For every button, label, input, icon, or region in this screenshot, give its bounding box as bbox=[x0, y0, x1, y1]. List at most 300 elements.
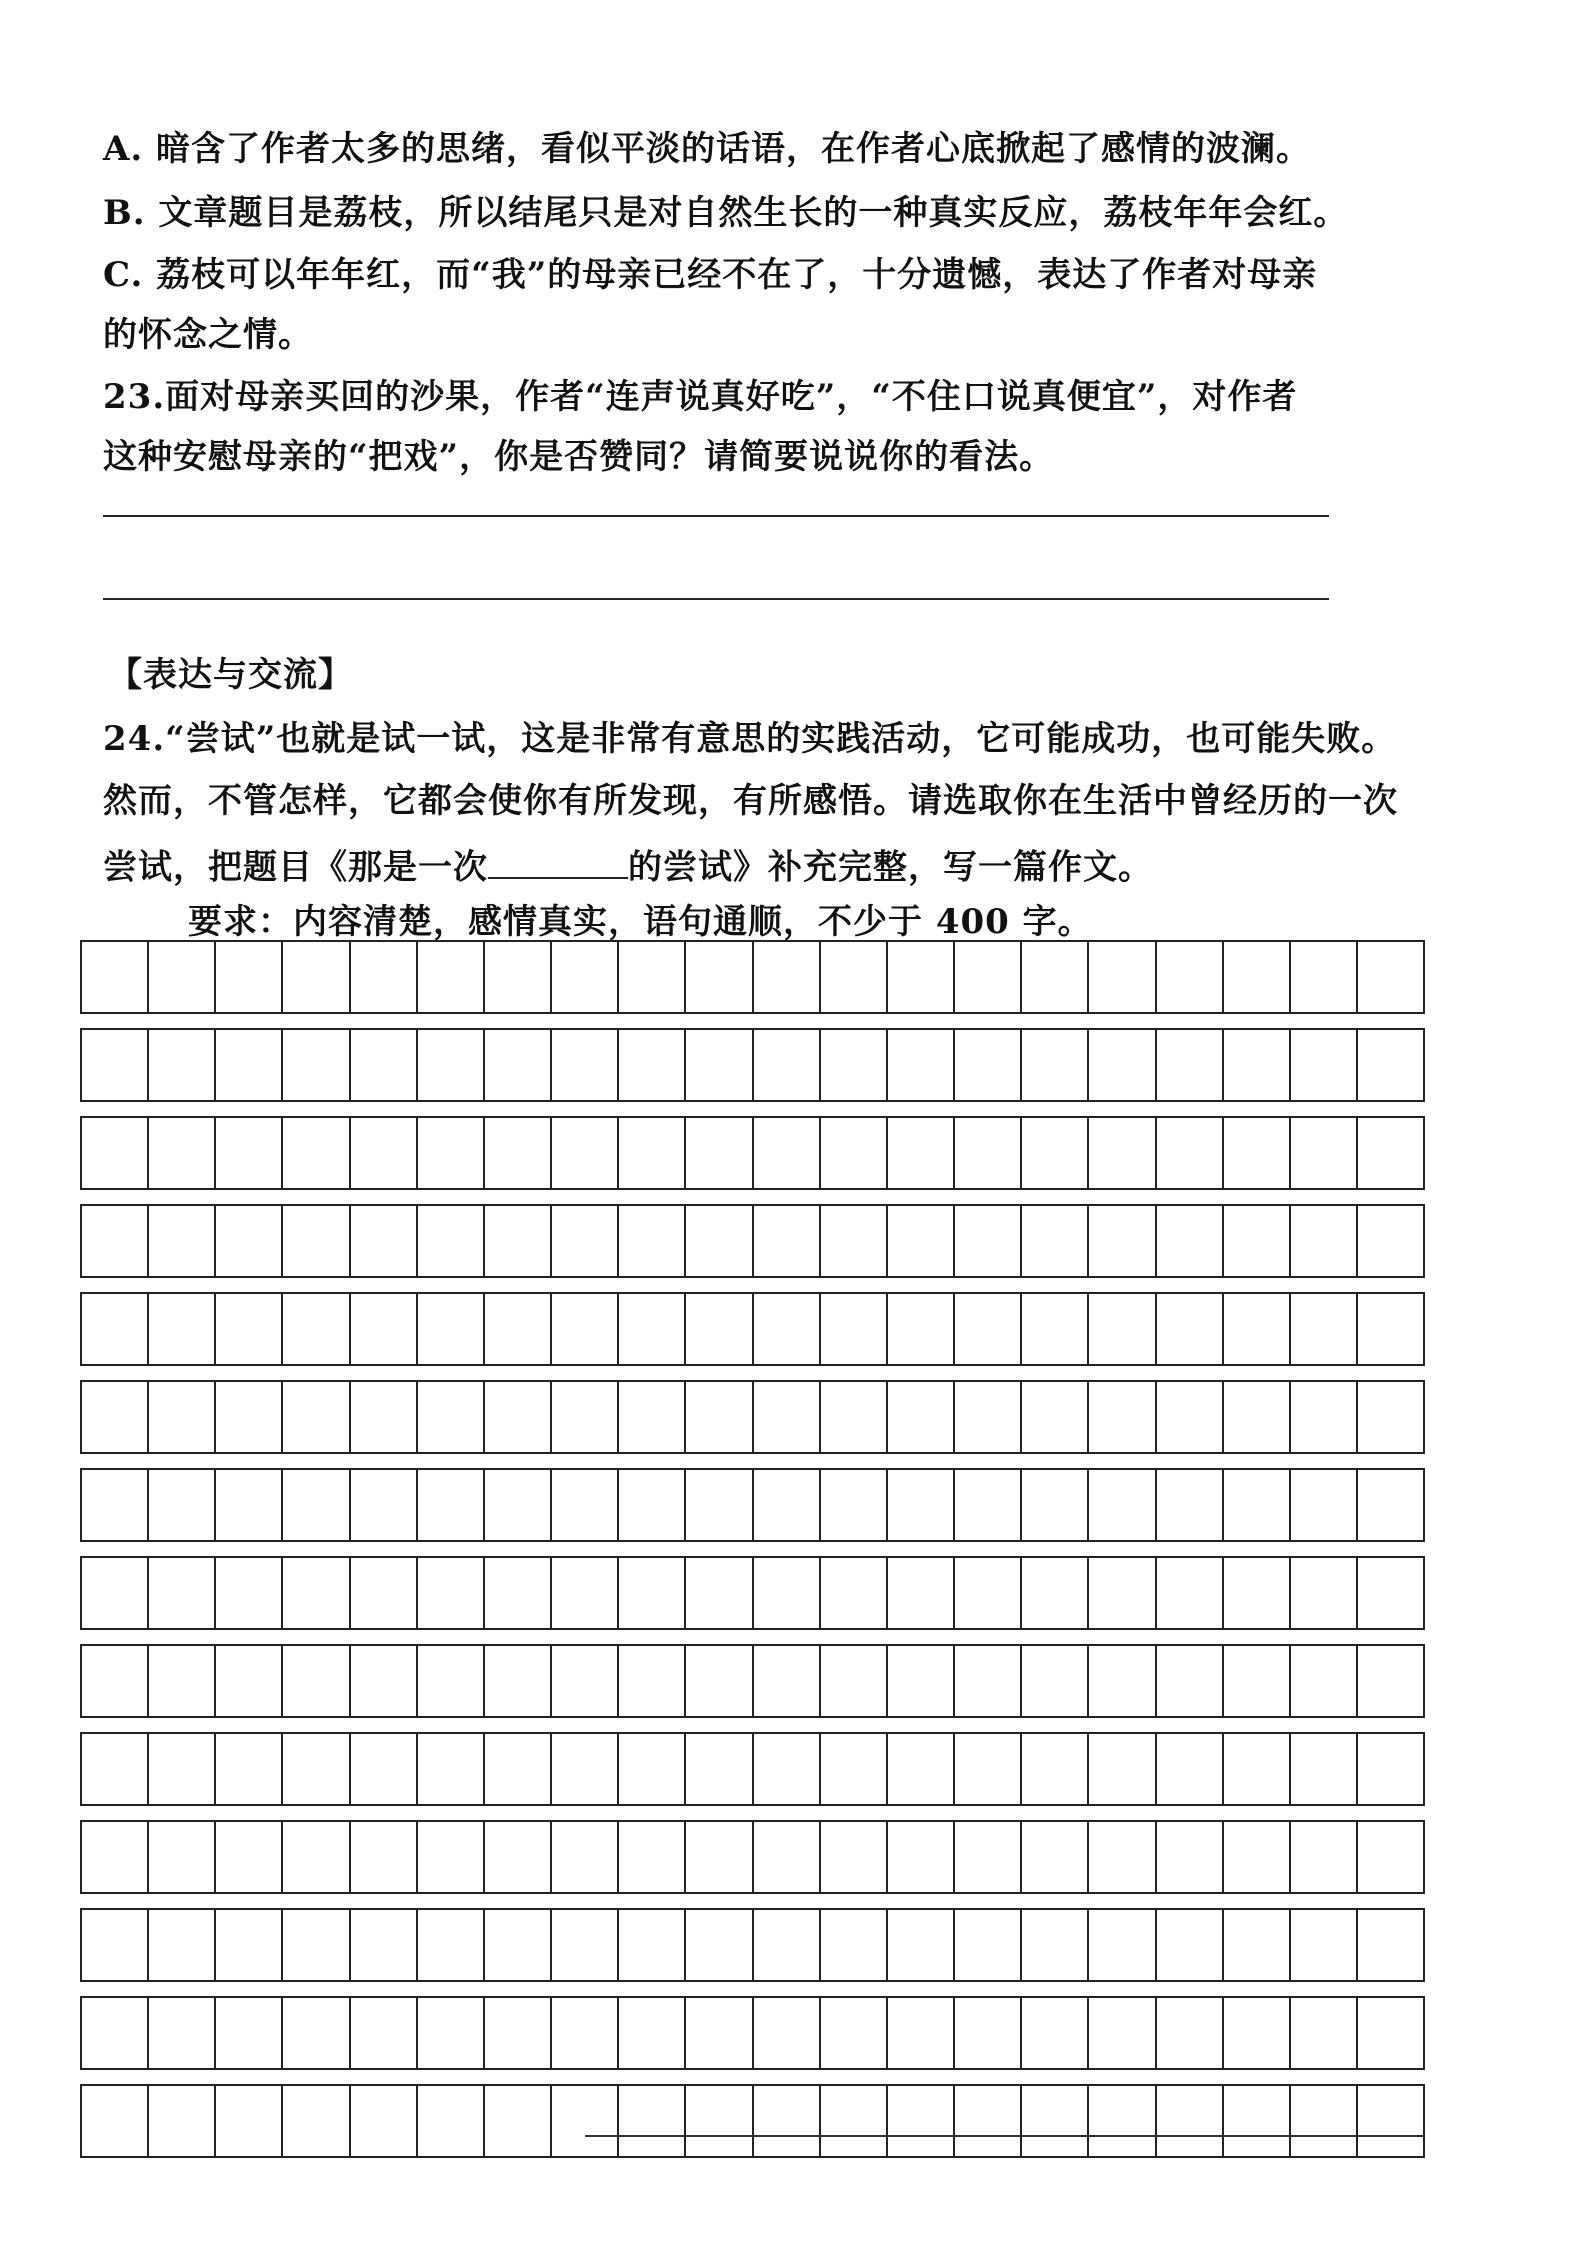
grid-cell[interactable] bbox=[216, 1030, 283, 1100]
grid-row bbox=[80, 1820, 1425, 1894]
grid-cell[interactable] bbox=[1358, 1910, 1423, 1980]
grid-cell[interactable] bbox=[686, 1558, 753, 1628]
grid-cell[interactable] bbox=[955, 1470, 1022, 1540]
grid-cell[interactable] bbox=[1089, 1030, 1156, 1100]
grid-cell[interactable] bbox=[821, 1294, 888, 1364]
grid-cell[interactable] bbox=[686, 1206, 753, 1276]
grid-cell[interactable] bbox=[418, 1822, 485, 1892]
grid-cell[interactable] bbox=[418, 1910, 485, 1980]
grid-cell[interactable] bbox=[888, 1382, 955, 1452]
grid-cell[interactable] bbox=[149, 1470, 216, 1540]
grid-cell[interactable] bbox=[1224, 1470, 1291, 1540]
grid-cell[interactable] bbox=[149, 1382, 216, 1452]
grid-row bbox=[80, 940, 1425, 1014]
grid-cell[interactable] bbox=[821, 1998, 888, 2068]
grid-cell[interactable] bbox=[1157, 1734, 1224, 1804]
grid-cell[interactable] bbox=[1157, 1382, 1224, 1452]
grid-cell[interactable] bbox=[351, 1118, 418, 1188]
grid-cell[interactable] bbox=[955, 1998, 1022, 2068]
grid-cell[interactable] bbox=[283, 1470, 350, 1540]
grid-cell[interactable] bbox=[1157, 2086, 1224, 2156]
grid-cell[interactable] bbox=[485, 1822, 552, 1892]
grid-cell[interactable] bbox=[149, 1822, 216, 1892]
grid-cell[interactable] bbox=[955, 1646, 1022, 1716]
grid-cell[interactable] bbox=[686, 1470, 753, 1540]
section-heading: 【表达与交流】 bbox=[108, 655, 353, 695]
grid-cell[interactable] bbox=[1224, 1910, 1291, 1980]
grid-cell[interactable] bbox=[619, 1734, 686, 1804]
grid-cell[interactable] bbox=[619, 1910, 686, 1980]
grid-cell[interactable] bbox=[1358, 2086, 1423, 2156]
grid-row bbox=[80, 1380, 1425, 1454]
grid-cell[interactable] bbox=[283, 1822, 350, 1892]
grid-cell[interactable] bbox=[552, 1910, 619, 1980]
grid-cell[interactable] bbox=[216, 2086, 283, 2156]
grid-cell[interactable] bbox=[619, 1030, 686, 1100]
grid-cell[interactable] bbox=[82, 2086, 149, 2156]
grid-cell[interactable] bbox=[283, 1734, 350, 1804]
grid-cell[interactable] bbox=[1291, 1646, 1358, 1716]
grid-cell[interactable] bbox=[955, 1558, 1022, 1628]
grid-cell[interactable] bbox=[1089, 1734, 1156, 1804]
grid-cell[interactable] bbox=[1224, 1998, 1291, 2068]
grid-cell[interactable] bbox=[619, 1822, 686, 1892]
grid-cell[interactable] bbox=[552, 1118, 619, 1188]
grid-cell[interactable] bbox=[888, 1030, 955, 1100]
grid-cell[interactable] bbox=[149, 1998, 216, 2068]
grid-cell[interactable] bbox=[888, 1998, 955, 2068]
grid-cell[interactable] bbox=[821, 1382, 888, 1452]
grid-cell[interactable] bbox=[351, 1558, 418, 1628]
grid-cell[interactable] bbox=[418, 1206, 485, 1276]
grid-cell[interactable] bbox=[1157, 1030, 1224, 1100]
grid-cell[interactable] bbox=[216, 1294, 283, 1364]
grid-cell[interactable] bbox=[149, 942, 216, 1012]
grid-cell[interactable] bbox=[821, 1206, 888, 1276]
grid-cell[interactable] bbox=[1022, 1558, 1089, 1628]
grid-cell[interactable] bbox=[418, 1646, 485, 1716]
grid-cell[interactable] bbox=[955, 1910, 1022, 1980]
grid-cell[interactable] bbox=[1358, 1734, 1423, 1804]
grid-cell[interactable] bbox=[888, 2086, 955, 2156]
grid-cell[interactable] bbox=[149, 1294, 216, 1364]
grid-cell[interactable] bbox=[1358, 1646, 1423, 1716]
grid-cell[interactable] bbox=[418, 1294, 485, 1364]
grid-cell[interactable] bbox=[1291, 1822, 1358, 1892]
grid-cell[interactable] bbox=[351, 2086, 418, 2156]
grid-cell[interactable] bbox=[485, 1998, 552, 2068]
grid-cell[interactable] bbox=[955, 1030, 1022, 1100]
grid-cell[interactable] bbox=[1022, 2086, 1089, 2156]
grid-cell[interactable] bbox=[149, 1558, 216, 1628]
grid-cell[interactable] bbox=[888, 1822, 955, 1892]
grid-cell[interactable] bbox=[1358, 1382, 1423, 1452]
grid-cell[interactable] bbox=[955, 1294, 1022, 1364]
grid-cell[interactable] bbox=[1089, 1118, 1156, 1188]
grid-cell[interactable] bbox=[1224, 942, 1291, 1012]
grid-cell[interactable] bbox=[351, 1470, 418, 1540]
grid-cell[interactable] bbox=[1291, 1294, 1358, 1364]
grid-cell[interactable] bbox=[1157, 1470, 1224, 1540]
grid-cell[interactable] bbox=[1358, 1294, 1423, 1364]
grid-cell[interactable] bbox=[485, 1206, 552, 1276]
grid-cell[interactable] bbox=[1022, 1910, 1089, 1980]
title-blank[interactable] bbox=[488, 846, 628, 879]
grid-cell[interactable] bbox=[686, 2086, 753, 2156]
grid-cell[interactable] bbox=[955, 1382, 1022, 1452]
grid-cell[interactable] bbox=[82, 1382, 149, 1452]
grid-cell[interactable] bbox=[552, 1294, 619, 1364]
grid-cell[interactable] bbox=[351, 1030, 418, 1100]
grid-cell[interactable] bbox=[283, 1998, 350, 2068]
grid-cell[interactable] bbox=[1291, 1118, 1358, 1188]
grid-cell[interactable] bbox=[216, 1822, 283, 1892]
grid-cell[interactable] bbox=[82, 1734, 149, 1804]
grid-cell[interactable] bbox=[754, 1910, 821, 1980]
grid-cell[interactable] bbox=[283, 2086, 350, 2156]
grid-cell[interactable] bbox=[351, 942, 418, 1012]
grid-cell[interactable] bbox=[821, 2086, 888, 2156]
grid-cell[interactable] bbox=[1291, 1734, 1358, 1804]
grid-cell[interactable] bbox=[216, 1206, 283, 1276]
grid-cell[interactable] bbox=[1358, 1558, 1423, 1628]
grid-cell[interactable] bbox=[418, 1470, 485, 1540]
grid-cell[interactable] bbox=[821, 942, 888, 1012]
grid-cell[interactable] bbox=[821, 1910, 888, 1980]
grid-cell[interactable] bbox=[283, 1910, 350, 1980]
answer-line-1[interactable] bbox=[103, 515, 1329, 517]
grid-row bbox=[80, 1732, 1425, 1806]
question-24-line1: 24.“尝试”也就是试一试，这是非常有意思的实践活动，它可能成功，也可能失败。 bbox=[103, 719, 1397, 759]
grid-cell[interactable] bbox=[216, 1470, 283, 1540]
grid-cell[interactable] bbox=[485, 1118, 552, 1188]
grid-cell[interactable] bbox=[1089, 942, 1156, 1012]
grid-cell[interactable] bbox=[1022, 1382, 1089, 1452]
grid-cell[interactable] bbox=[1291, 1206, 1358, 1276]
grid-cell[interactable] bbox=[1157, 1910, 1224, 1980]
grid-cell[interactable] bbox=[754, 1030, 821, 1100]
grid-cell[interactable] bbox=[216, 1734, 283, 1804]
grid-cell[interactable] bbox=[149, 1206, 216, 1276]
grid-cell[interactable] bbox=[1358, 1470, 1423, 1540]
grid-cell[interactable] bbox=[1089, 1998, 1156, 2068]
grid-cell[interactable] bbox=[1224, 2086, 1291, 2156]
grid-cell[interactable] bbox=[552, 1030, 619, 1100]
grid-cell[interactable] bbox=[552, 1206, 619, 1276]
grid-cell[interactable] bbox=[1291, 2086, 1358, 2156]
grid-cell[interactable] bbox=[149, 1910, 216, 1980]
grid-cell[interactable] bbox=[1358, 942, 1423, 1012]
grid-cell[interactable] bbox=[216, 1382, 283, 1452]
grid-cell[interactable] bbox=[82, 1646, 149, 1716]
grid-cell[interactable] bbox=[149, 1734, 216, 1804]
grid-cell[interactable] bbox=[754, 1294, 821, 1364]
grid-cell[interactable] bbox=[1291, 1558, 1358, 1628]
grid-cell[interactable] bbox=[552, 1558, 619, 1628]
grid-cell[interactable] bbox=[619, 1118, 686, 1188]
grid-cell[interactable] bbox=[619, 1206, 686, 1276]
grid-cell[interactable] bbox=[418, 1998, 485, 2068]
grid-cell[interactable] bbox=[888, 1646, 955, 1716]
grid-cell[interactable] bbox=[283, 1382, 350, 1452]
question-24-line3 bbox=[103, 846, 1153, 888]
grid-cell[interactable] bbox=[283, 1558, 350, 1628]
grid-cell[interactable] bbox=[485, 942, 552, 1012]
grid-cell[interactable] bbox=[821, 1822, 888, 1892]
grid-row bbox=[80, 1028, 1425, 1102]
grid-cell[interactable] bbox=[485, 1558, 552, 1628]
grid-cell[interactable] bbox=[1089, 1206, 1156, 1276]
grid-cell[interactable] bbox=[82, 1558, 149, 1628]
grid-cell[interactable] bbox=[686, 1910, 753, 1980]
grid-cell[interactable] bbox=[1022, 1118, 1089, 1188]
grid-cell[interactable] bbox=[485, 2086, 552, 2156]
grid-cell[interactable] bbox=[351, 1646, 418, 1716]
grid-cell[interactable] bbox=[283, 1646, 350, 1716]
grid-cell[interactable] bbox=[1291, 1910, 1358, 1980]
grid-cell[interactable] bbox=[686, 1118, 753, 1188]
grid-cell[interactable] bbox=[686, 1382, 753, 1452]
grid-cell[interactable] bbox=[552, 1646, 619, 1716]
grid-cell[interactable] bbox=[1089, 2086, 1156, 2156]
grid-cell[interactable] bbox=[1224, 1206, 1291, 1276]
grid-cell[interactable] bbox=[485, 1910, 552, 1980]
grid-cell[interactable] bbox=[754, 1998, 821, 2068]
grid-cell[interactable] bbox=[1358, 1206, 1423, 1276]
grid-cell[interactable] bbox=[754, 1822, 821, 1892]
grid-cell[interactable] bbox=[754, 1118, 821, 1188]
grid-cell[interactable] bbox=[821, 1558, 888, 1628]
grid-cell[interactable] bbox=[552, 1470, 619, 1540]
grid-cell[interactable] bbox=[1022, 1822, 1089, 1892]
grid-cell[interactable] bbox=[821, 1646, 888, 1716]
grid-cell[interactable] bbox=[1224, 1382, 1291, 1452]
grid-cell[interactable] bbox=[955, 1734, 1022, 1804]
grid-cell[interactable] bbox=[1157, 1118, 1224, 1188]
grid-cell[interactable] bbox=[1224, 1822, 1291, 1892]
grid-cell[interactable] bbox=[888, 1294, 955, 1364]
grid-cell[interactable] bbox=[1157, 1206, 1224, 1276]
grid-cell[interactable] bbox=[754, 1558, 821, 1628]
grid-cell[interactable] bbox=[888, 1910, 955, 1980]
option-a: A. 暗含了作者太多的思绪，看似平淡的话语，在作者心底掀起了感情的波澜。 bbox=[103, 129, 1312, 169]
grid-cell[interactable] bbox=[619, 1646, 686, 1716]
grid-cell[interactable] bbox=[351, 1734, 418, 1804]
grid-cell[interactable] bbox=[888, 1206, 955, 1276]
grid-cell[interactable] bbox=[1358, 1118, 1423, 1188]
grid-cell[interactable] bbox=[351, 1382, 418, 1452]
grid-cell[interactable] bbox=[1089, 1646, 1156, 1716]
grid-row bbox=[80, 1996, 1425, 2070]
grid-cell[interactable] bbox=[216, 1118, 283, 1188]
question-24-line3-before: 尝试，把题目《那是一次 bbox=[103, 847, 488, 888]
grid-cell[interactable] bbox=[1224, 1558, 1291, 1628]
grid-cell[interactable] bbox=[1022, 1646, 1089, 1716]
grid-cell[interactable] bbox=[821, 1734, 888, 1804]
grid-row bbox=[80, 2084, 1425, 2158]
grid-cell[interactable] bbox=[485, 1734, 552, 1804]
grid-cell[interactable] bbox=[1291, 1998, 1358, 2068]
grid-cell[interactable] bbox=[686, 1734, 753, 1804]
grid-cell[interactable] bbox=[619, 1998, 686, 2068]
grid-cell[interactable] bbox=[1291, 1382, 1358, 1452]
grid-cell[interactable] bbox=[552, 1822, 619, 1892]
grid-cell[interactable] bbox=[619, 942, 686, 1012]
grid-cell[interactable] bbox=[1089, 1382, 1156, 1452]
grid-cell[interactable] bbox=[418, 1030, 485, 1100]
grid-cell[interactable] bbox=[754, 2086, 821, 2156]
grid-cell[interactable] bbox=[1022, 1206, 1089, 1276]
grid-cell[interactable] bbox=[754, 1382, 821, 1452]
grid-cell[interactable] bbox=[619, 2086, 686, 2156]
grid-cell[interactable] bbox=[888, 1734, 955, 1804]
writing-grid[interactable] bbox=[80, 940, 1425, 2172]
grid-cell[interactable] bbox=[418, 1558, 485, 1628]
grid-cell[interactable] bbox=[754, 942, 821, 1012]
grid-cell[interactable] bbox=[1022, 1294, 1089, 1364]
grid-cell[interactable] bbox=[888, 1558, 955, 1628]
grid-cell[interactable] bbox=[1358, 1822, 1423, 1892]
grid-cell[interactable] bbox=[552, 1998, 619, 2068]
grid-cell[interactable] bbox=[1358, 1998, 1423, 2068]
grid-cell[interactable] bbox=[485, 1294, 552, 1364]
grid-cell[interactable] bbox=[485, 1382, 552, 1452]
grid-cell[interactable] bbox=[283, 1118, 350, 1188]
grid-cell[interactable] bbox=[149, 1118, 216, 1188]
grid-cell[interactable] bbox=[149, 2086, 216, 2156]
grid-cell[interactable] bbox=[1022, 942, 1089, 1012]
grid-cell[interactable] bbox=[418, 2086, 485, 2156]
grid-cell[interactable] bbox=[216, 1998, 283, 2068]
grid-cell[interactable] bbox=[686, 1646, 753, 1716]
grid-cell[interactable] bbox=[821, 1470, 888, 1540]
grid-cell[interactable] bbox=[149, 1030, 216, 1100]
grid-cell[interactable] bbox=[1224, 1646, 1291, 1716]
grid-cell[interactable] bbox=[351, 1998, 418, 2068]
grid-cell[interactable] bbox=[485, 1470, 552, 1540]
grid-cell[interactable] bbox=[1157, 942, 1224, 1012]
grid-cell[interactable] bbox=[1089, 1470, 1156, 1540]
grid-cell[interactable] bbox=[351, 1294, 418, 1364]
grid-cell[interactable] bbox=[216, 1558, 283, 1628]
grid-cell[interactable] bbox=[82, 1294, 149, 1364]
grid-cell[interactable] bbox=[619, 1382, 686, 1452]
grid-cell[interactable] bbox=[351, 1822, 418, 1892]
grid-cell[interactable] bbox=[216, 942, 283, 1012]
grid-cell[interactable] bbox=[351, 1910, 418, 1980]
grid-cell[interactable] bbox=[754, 1734, 821, 1804]
grid-cell[interactable] bbox=[821, 1030, 888, 1100]
grid-cell[interactable] bbox=[1157, 1646, 1224, 1716]
grid-cell[interactable] bbox=[754, 1470, 821, 1540]
grid-cell[interactable] bbox=[686, 1294, 753, 1364]
question-24-line3-after: 的尝试》补充完整，写一篇作文。 bbox=[628, 847, 1153, 888]
grid-cell[interactable] bbox=[82, 1206, 149, 1276]
grid-cell[interactable] bbox=[82, 1910, 149, 1980]
grid-cell[interactable] bbox=[1224, 1294, 1291, 1364]
grid-cell[interactable] bbox=[1224, 1118, 1291, 1188]
grid-cell[interactable] bbox=[485, 1030, 552, 1100]
grid-cell[interactable] bbox=[888, 1118, 955, 1188]
grid-cell[interactable] bbox=[82, 942, 149, 1012]
grid-cell[interactable] bbox=[1224, 1734, 1291, 1804]
grid-cell[interactable] bbox=[1089, 1294, 1156, 1364]
option-c-line2: 的怀念之情。 bbox=[103, 315, 313, 355]
grid-cell[interactable] bbox=[888, 942, 955, 1012]
grid-cell[interactable] bbox=[1157, 1294, 1224, 1364]
grid-cell[interactable] bbox=[216, 1910, 283, 1980]
grid-cell[interactable] bbox=[418, 1734, 485, 1804]
grid-cell[interactable] bbox=[1022, 1470, 1089, 1540]
grid-cell[interactable] bbox=[418, 942, 485, 1012]
grid-cell[interactable] bbox=[619, 1294, 686, 1364]
grid-cell[interactable] bbox=[1224, 1030, 1291, 1100]
grid-cell[interactable] bbox=[418, 1382, 485, 1452]
grid-cell[interactable] bbox=[619, 1470, 686, 1540]
grid-cell[interactable] bbox=[754, 1206, 821, 1276]
grid-cell[interactable] bbox=[216, 1646, 283, 1716]
grid-row bbox=[80, 1468, 1425, 1542]
grid-cell[interactable] bbox=[351, 1206, 418, 1276]
grid-cell[interactable] bbox=[1358, 1030, 1423, 1100]
grid-cell[interactable] bbox=[552, 2086, 619, 2156]
grid-cell[interactable] bbox=[1089, 1558, 1156, 1628]
grid-cell[interactable] bbox=[754, 1646, 821, 1716]
grid-cell[interactable] bbox=[955, 1118, 1022, 1188]
grid-cell[interactable] bbox=[821, 1118, 888, 1188]
grid-cell[interactable] bbox=[1022, 1998, 1089, 2068]
grid-cell[interactable] bbox=[1291, 1470, 1358, 1540]
grid-cell[interactable] bbox=[149, 1646, 216, 1716]
grid-cell[interactable] bbox=[552, 1734, 619, 1804]
grid-cell[interactable] bbox=[955, 1822, 1022, 1892]
option-c-line1: C. 荔枝可以年年红，而“我”的母亲已经不在了，十分遗憾，表达了作者对母亲 bbox=[103, 255, 1318, 295]
grid-cell[interactable] bbox=[1022, 1030, 1089, 1100]
grid-cell[interactable] bbox=[955, 942, 1022, 1012]
grid-cell[interactable] bbox=[485, 1646, 552, 1716]
grid-cell[interactable] bbox=[1022, 1734, 1089, 1804]
grid-cell[interactable] bbox=[686, 1822, 753, 1892]
grid-cell[interactable] bbox=[82, 1118, 149, 1188]
grid-cell[interactable] bbox=[1157, 1998, 1224, 2068]
grid-cell[interactable] bbox=[82, 1470, 149, 1540]
grid-cell[interactable] bbox=[955, 2086, 1022, 2156]
grid-cell[interactable] bbox=[955, 1206, 1022, 1276]
grid-cell[interactable] bbox=[552, 1382, 619, 1452]
grid-cell[interactable] bbox=[82, 1998, 149, 2068]
answer-line-2[interactable] bbox=[103, 598, 1329, 600]
grid-cell[interactable] bbox=[686, 1030, 753, 1100]
grid-cell[interactable] bbox=[1291, 1030, 1358, 1100]
grid-cell[interactable] bbox=[888, 1470, 955, 1540]
grid-cell[interactable] bbox=[82, 1822, 149, 1892]
grid-cell[interactable] bbox=[82, 1030, 149, 1100]
grid-cell[interactable] bbox=[418, 1118, 485, 1188]
grid-cell[interactable] bbox=[283, 1206, 350, 1276]
grid-cell[interactable] bbox=[686, 942, 753, 1012]
grid-cell[interactable] bbox=[552, 942, 619, 1012]
grid-cell[interactable] bbox=[686, 1998, 753, 2068]
grid-cell[interactable] bbox=[1089, 1822, 1156, 1892]
grid-cell[interactable] bbox=[283, 1294, 350, 1364]
grid-cell[interactable] bbox=[283, 942, 350, 1012]
grid-cell[interactable] bbox=[283, 1030, 350, 1100]
grid-cell[interactable] bbox=[619, 1558, 686, 1628]
grid-cell[interactable] bbox=[1157, 1558, 1224, 1628]
grid-cell[interactable] bbox=[1089, 1910, 1156, 1980]
grid-cell[interactable] bbox=[1291, 942, 1358, 1012]
grid-cell[interactable] bbox=[1157, 1822, 1224, 1892]
